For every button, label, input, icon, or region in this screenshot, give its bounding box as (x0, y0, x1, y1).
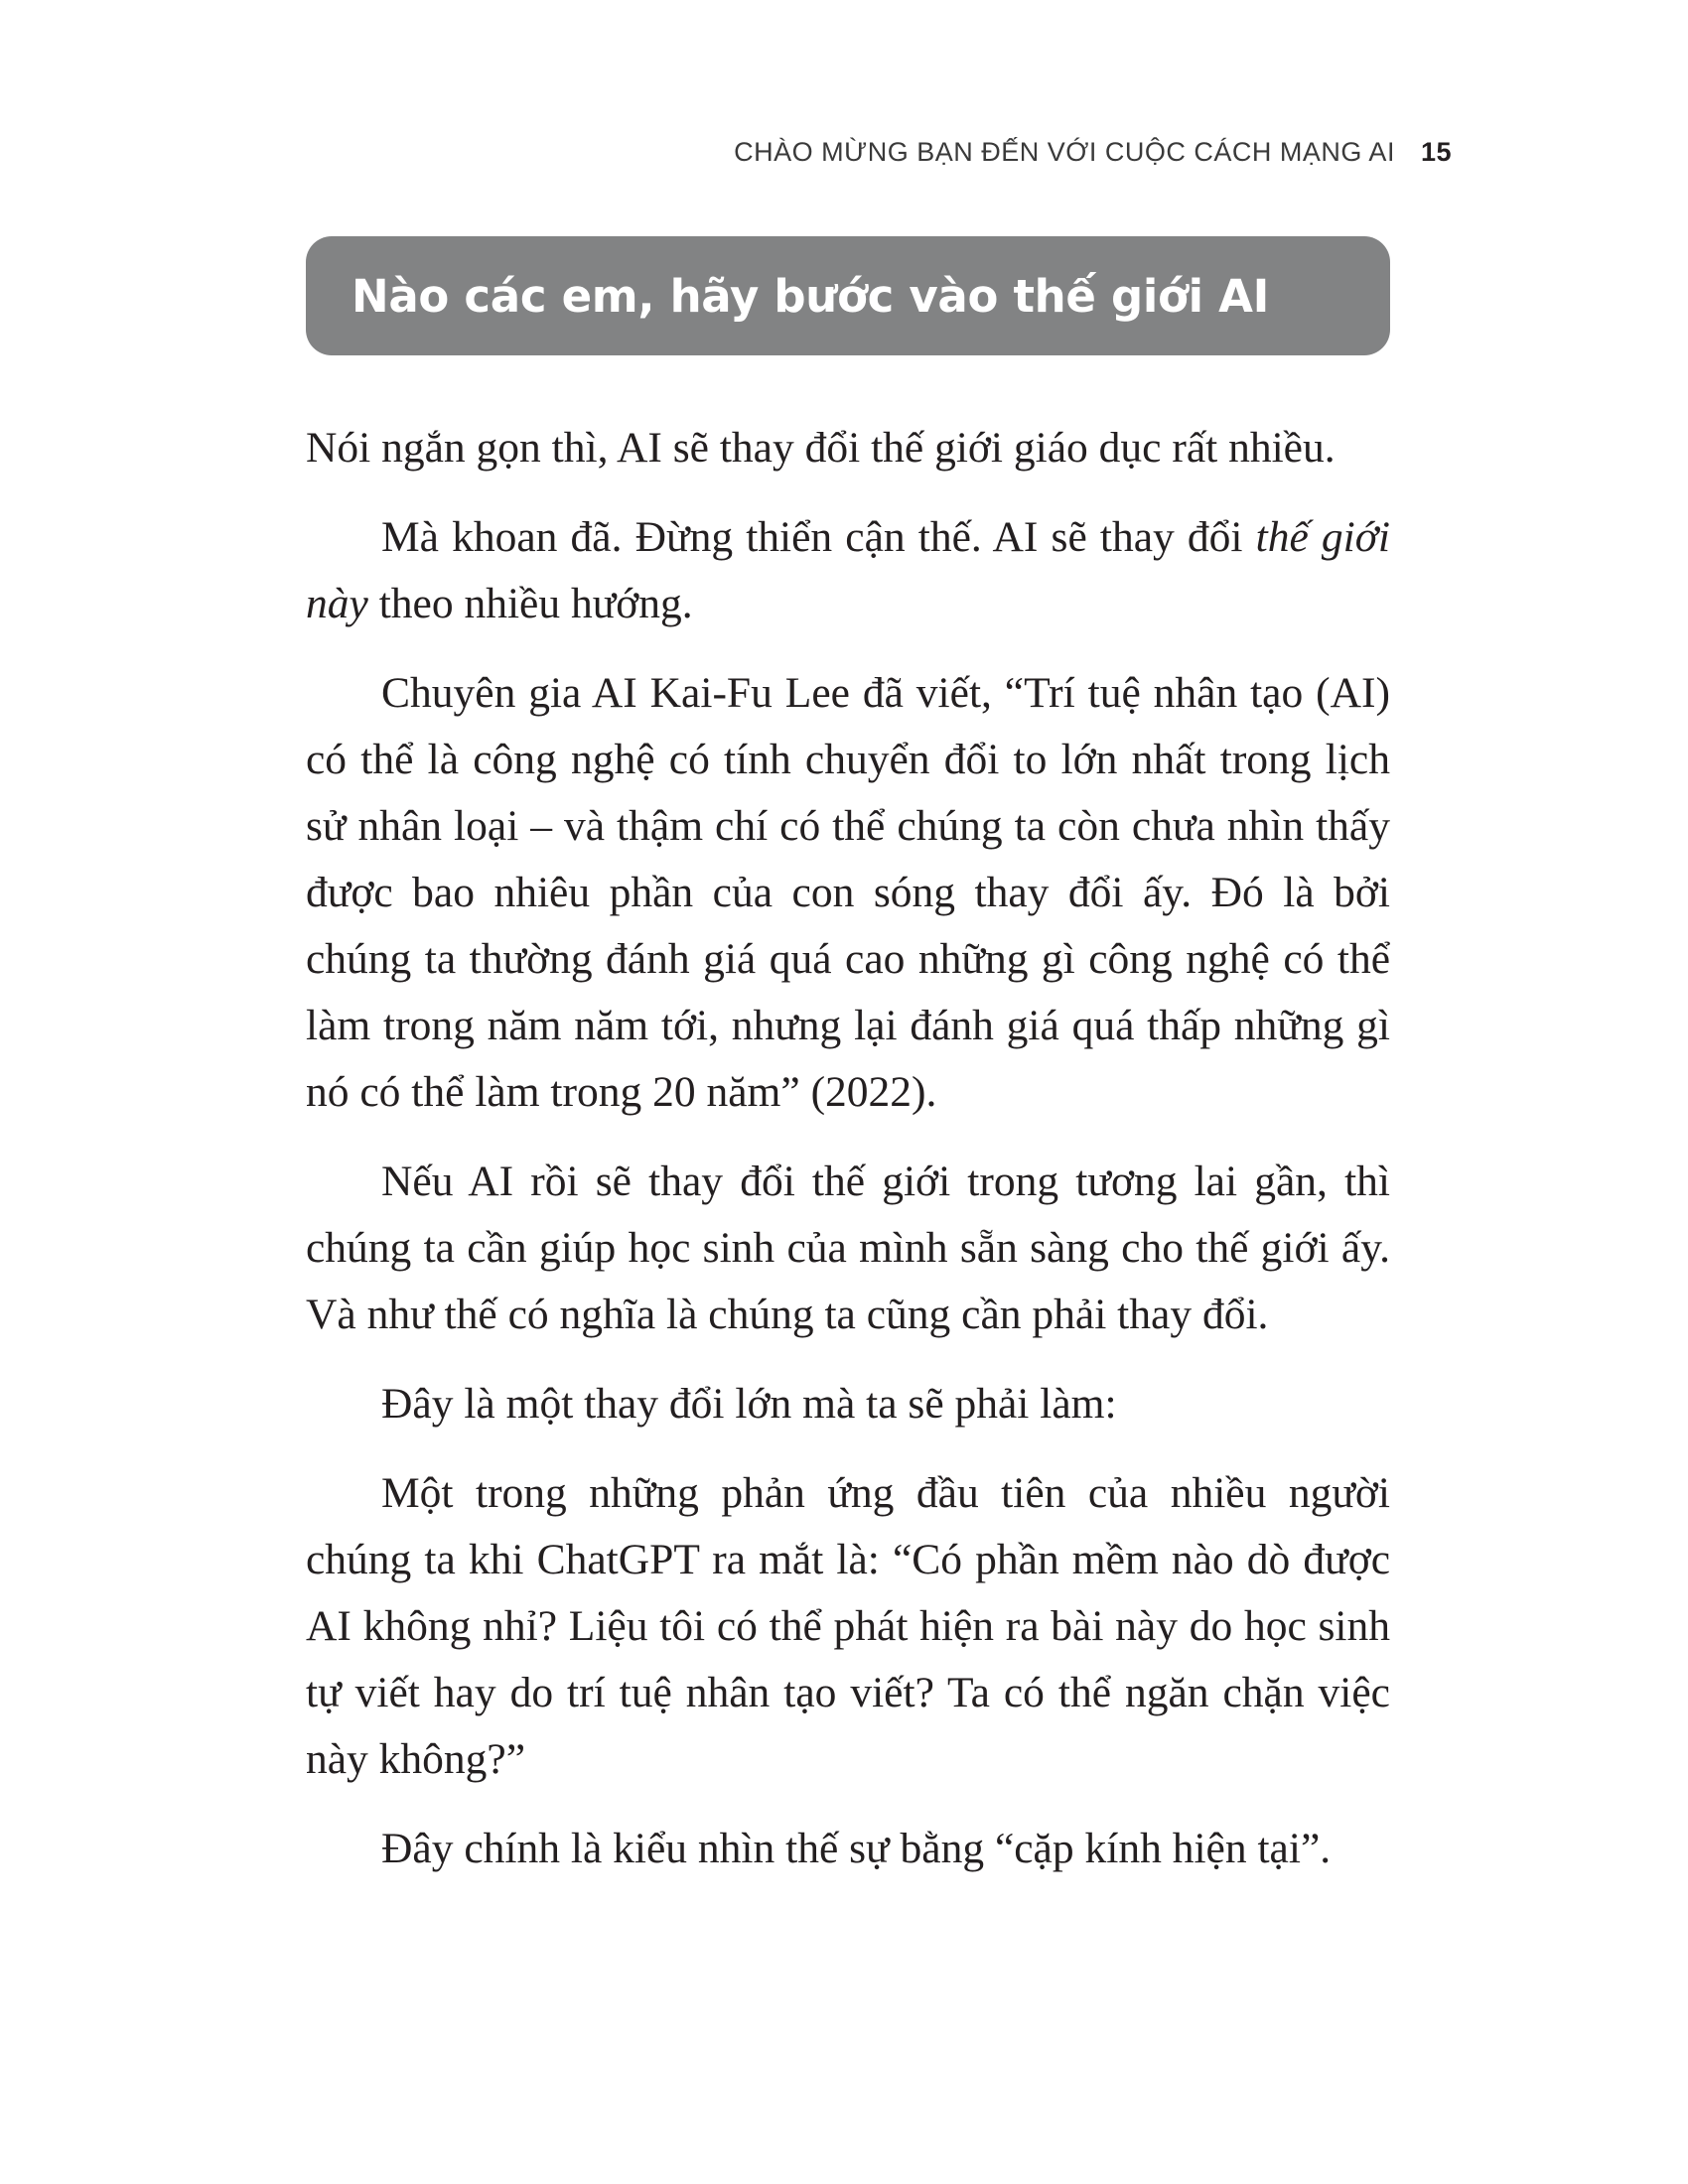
paragraph-6: Một trong những phản ứng đầu tiên của nhiều người chúng ta khi ChatGPT ra mắt là: “Có phần mềm nào dò được AI không nhỉ? Liệu tôi có thể phát hiện ra bài này do học sinh tự viết hay do trí tuệ nhân tạo viết? Ta có thể ngăn chặn việc này không?” (306, 1469, 1390, 1783)
section-title: Nào các em, hãy bước vào thế giới AI (352, 269, 1270, 323)
page-number: 15 (1420, 137, 1452, 167)
paragraph-2-text-start: Mà khoan đã. Đừng thiển cận thế. AI sẽ thay đổi (381, 513, 1256, 561)
paragraph-5: Đây là một thay đổi lớn mà ta sẽ phải làm: (381, 1380, 1117, 1428)
running-title: CHÀO MỪNG BẠN ĐẾN VỚI CUỘC CÁCH MẠNG AI (734, 137, 1395, 167)
paragraph-7: Đây chính là kiểu nhìn thế sự bằng “cặp kính hiện tại”. (381, 1825, 1332, 1872)
paragraph-1: Nói ngắn gọn thì, AI sẽ thay đổi thế giới giáo dục rất nhiều. (306, 424, 1336, 472)
section-heading-banner (306, 236, 1390, 355)
paragraph-2-italic-phrase: thế giới này (306, 513, 1391, 627)
paragraph-3-quote: Chuyên gia AI Kai-Fu Lee đã viết, “Trí tuệ nhân tạo (AI) có thể là công nghệ có tính chuyển đổi to lớn nhất trong lịch sử nhân loại – và thậm chí có thể chúng ta còn chưa nhìn thấy được bao nhiêu phần của con sóng thay đổi ấy. Đó là bởi chúng ta thường đánh giá quá cao những gì công nghệ có thể làm trong năm năm tới, nhưng lại đánh giá quá thấp những gì nó có thể làm trong 20 năm” (2022). (306, 669, 1390, 1116)
paragraph-2-text-end: theo nhiều hướng. (367, 580, 693, 627)
paragraph-2 (306, 504, 1390, 637)
paragraph-4: Nếu AI rồi sẽ thay đổi thế giới trong tương lai gần, thì chúng ta cần giúp học sinh của mình sẵn sàng cho thế giới ấy. Và như thế có nghĩa là chúng ta cũng cần phải thay đổi. (306, 1158, 1390, 1338)
body-text (306, 415, 1390, 1905)
running-header (734, 137, 1452, 168)
